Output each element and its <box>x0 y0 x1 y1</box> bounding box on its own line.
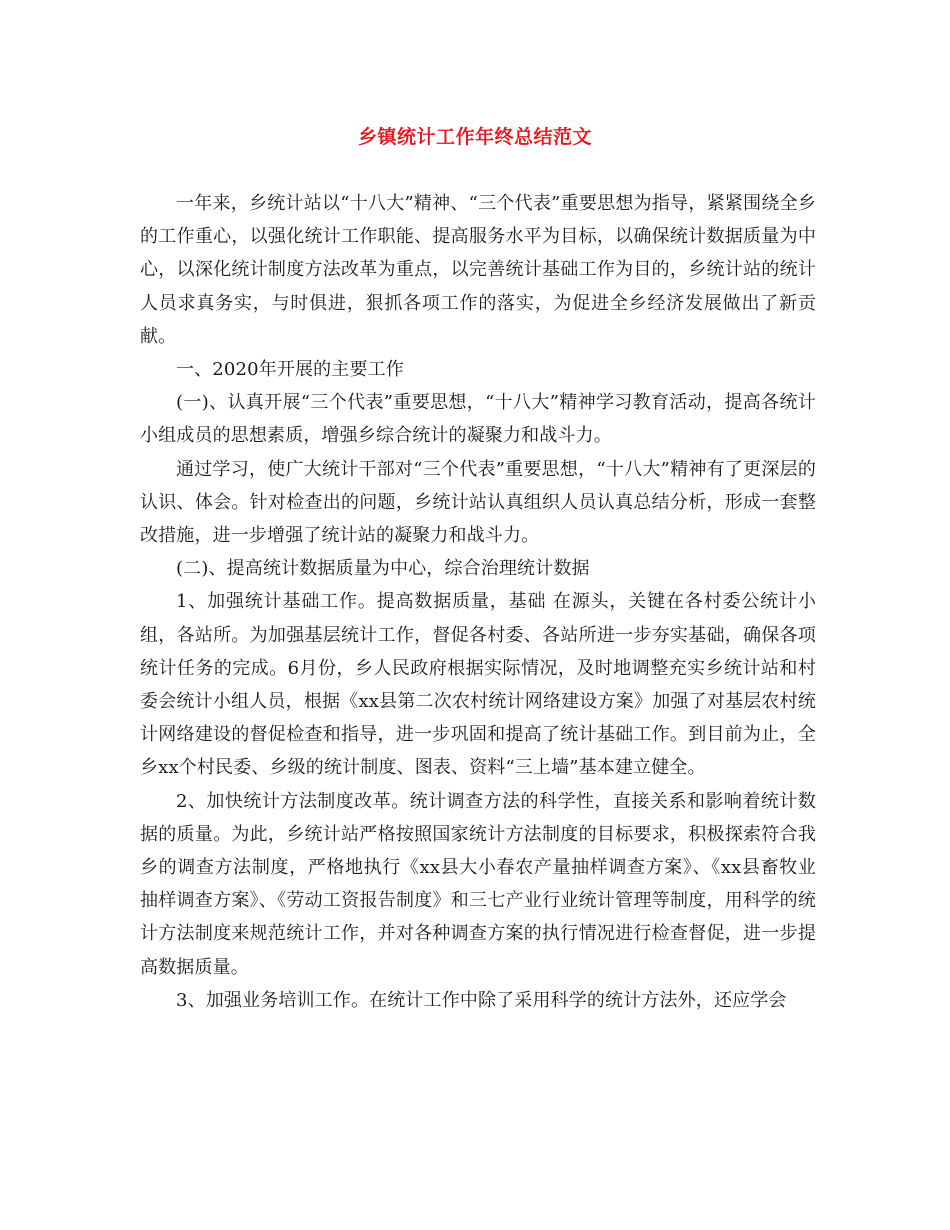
subsection-heading-2: (二)、提高统计数据质量为中心，综合治理统计数据 <box>176 558 590 580</box>
paragraph-item-3: 3、加强业务培训工作。在统计工作中除了采用科学的统计方法外，还应学会 <box>176 989 787 1011</box>
paragraph-item-2: 2、加快统计方法制度改革。统计调查方法的科学性，直接关系和影响着统计数据的质量。为此，乡统计站严格按照国家统计方法制度的目标要求，积极探索符合我乡的调查方法制度，严格地执行《xx县大小春农产量抽样调查方案》、《xx县畜牧业抽样调查方案》、《劳动工资报告制度》和三七产业行业统计管理等制度，用科学的统计方法制度来规范统计工作，并对各种调查方案的执行情况进行检查督促，进一步提高数据质量。 <box>140 790 816 978</box>
subsection-heading-1: (一)、认真开展“三个代表”重要思想，“十八大”精神学习教育活动，提高各统计小组成员的思想素质，增强乡综合统计的凝聚力和战斗力。 <box>140 392 816 447</box>
section-heading-1: 一、2020年开展的主要工作 <box>176 359 404 381</box>
paragraph-intro: 一年来，乡统计站以“十八大”精神、“三个代表”重要思想为指导，紧紧围绕全乡的工作重心，以强化统计工作职能、提高服务水平为目标，以确保统计数据质量为中心，以深化统计制度方法改革为重点，以完善统计基础工作为目的，乡统计站的统计人员求真务实，与时俱进，狠抓各项工作的落实，为促进全乡经济发展做出了新贡献。 <box>140 193 816 347</box>
paragraph-item-1: 1、加强统计基础工作。提高数据质量，基础 在源头，关键在各村委公统计小组，各站所。为加强基层统计工作，督促各村委、各站所进一步夯实基础，确保各项统计任务的完成。6月份，乡人民政府根据实际情况，及时地调整充实乡统计站和村委会统计小组人员，根据《xx县第二次农村统计网络建设方案》加强了对基层农村统计网络建设的督促检查和指导，进一步巩固和提高了统计基础工作。到目前为止，全乡xx个村民委、乡级的统计制度、图表、资料“三上墙”基本建立健全。 <box>140 591 816 779</box>
document-title: 乡镇统计工作年终总结范文 <box>357 126 592 148</box>
document-body <box>140 187 816 1017</box>
paragraph-study: 通过学习，使广大统计干部对“三个代表”重要思想，“十八大”精神有了更深层的认识、体会。针对检查出的问题，乡统计站认真组织人员认真总结分析，形成一套整改措施，进一步增强了统计站的凝聚力和战斗力。 <box>140 458 816 547</box>
